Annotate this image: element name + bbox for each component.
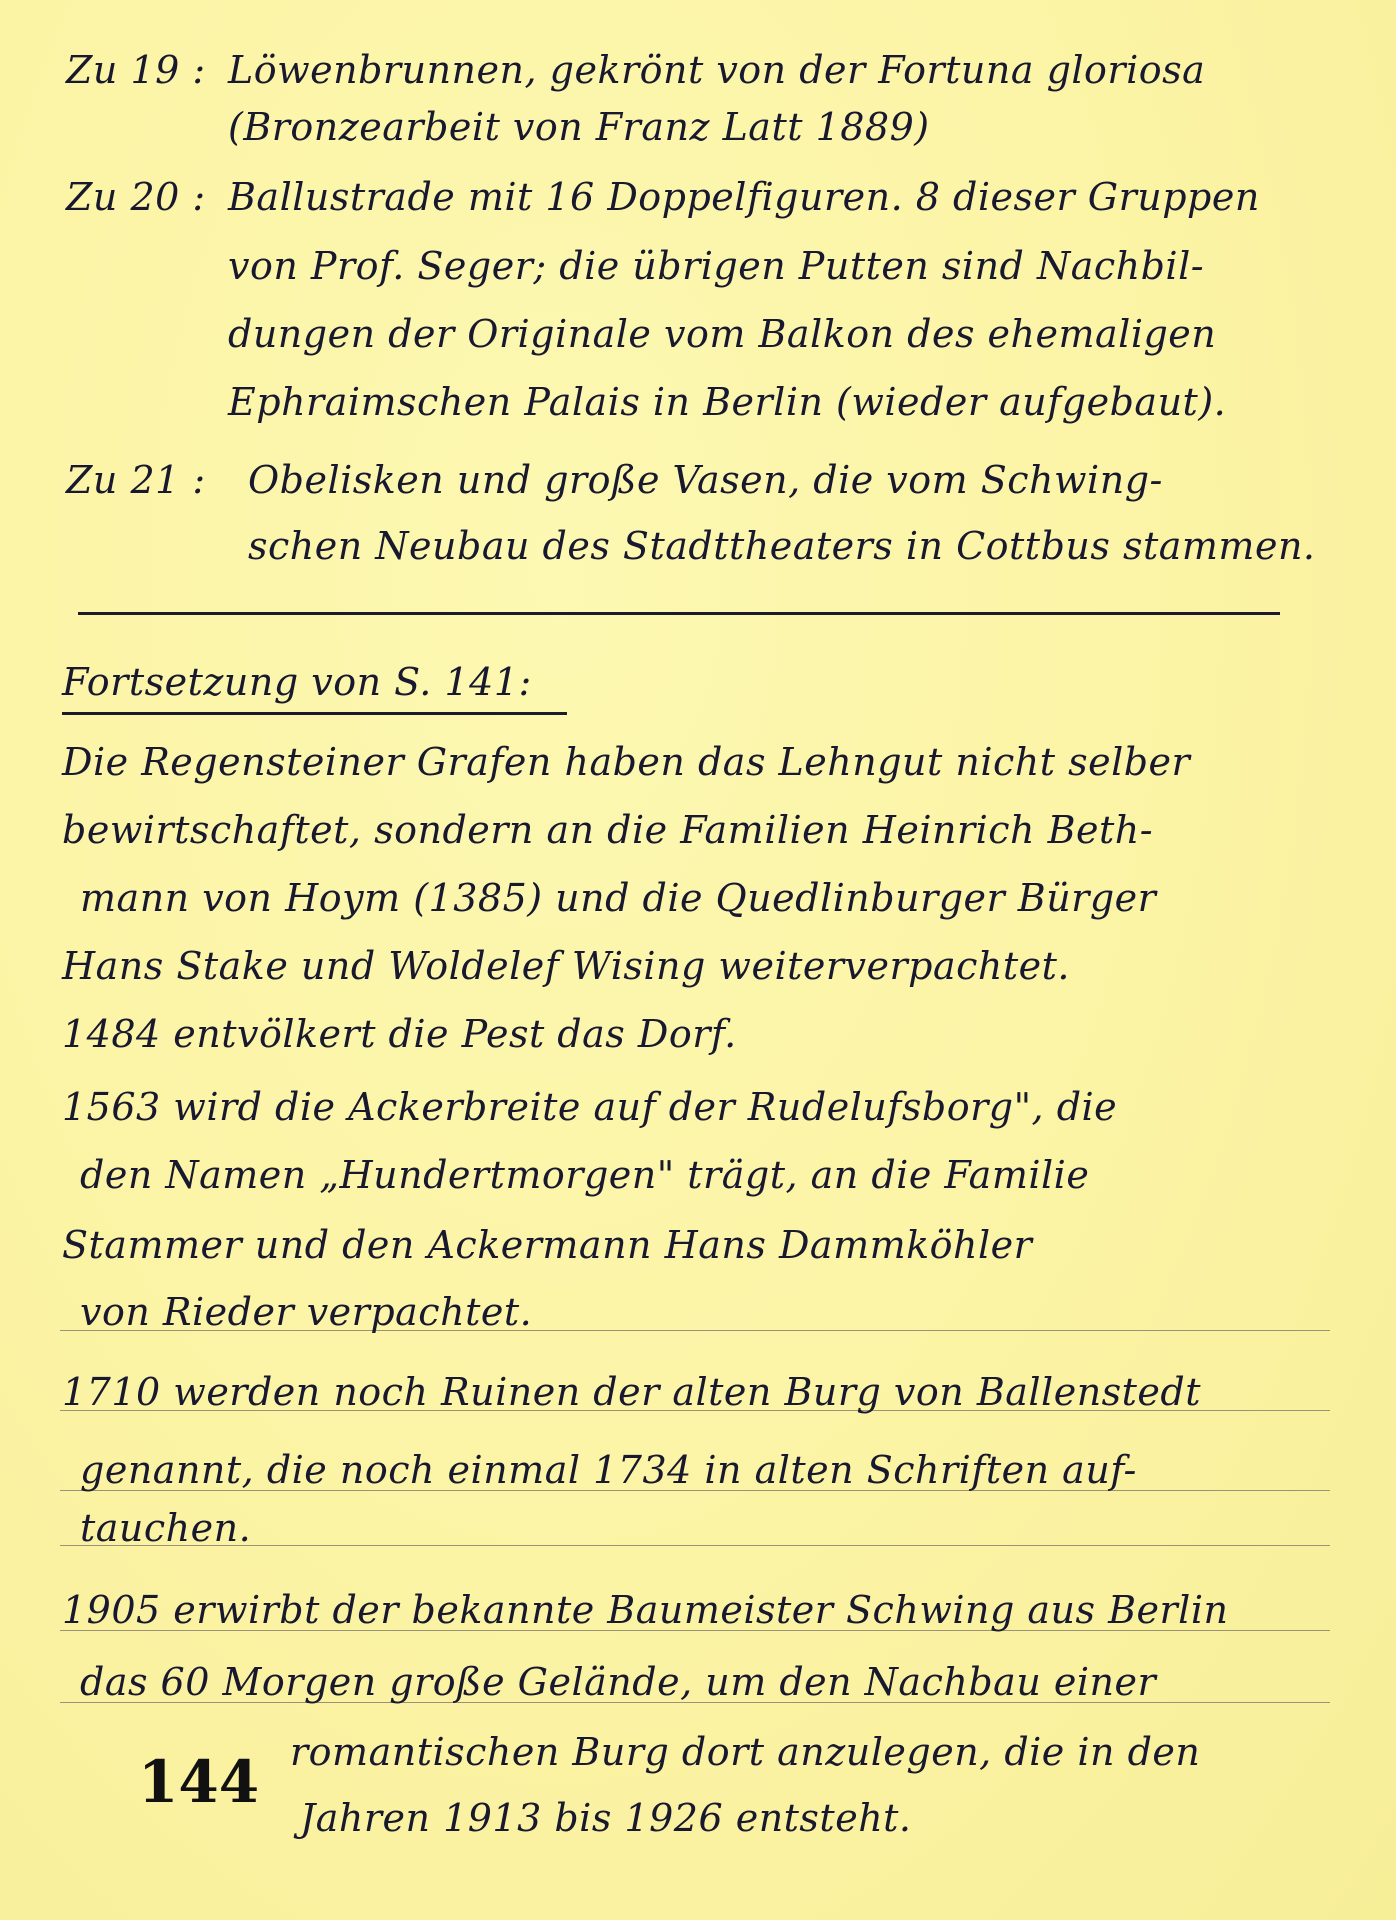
- note-20-line-1: Ballustrade mit 16 Doppelfiguren. 8 dieser Gruppen: [228, 175, 1260, 219]
- body-line-2: bewirtschaftet, sondern an die Familien Heinrich Beth-: [62, 808, 1154, 852]
- body-line-10: 1710 werden noch Ruinen der alten Burg von Ballenstedt: [62, 1370, 1202, 1414]
- heading-underline: [62, 712, 567, 715]
- section-divider: [78, 612, 1280, 615]
- body-line-15: romantischen Burg dort anzulegen, die in den: [290, 1730, 1201, 1774]
- body-line-16: Jahren 1913 bis 1926 entsteht.: [300, 1796, 912, 1840]
- note-21-line-1: Obelisken und große Vasen, die vom Schwing-: [248, 458, 1163, 502]
- note-21-line-2: schen Neubau des Stadttheaters in Cottbus stammen.: [248, 524, 1316, 568]
- note-20-line-4: Ephraimschen Palais in Berlin (wieder aufgebaut).: [228, 380, 1227, 424]
- body-line-13: 1905 erwirbt der bekannte Baumeister Schwing aus Berlin: [62, 1588, 1229, 1632]
- body-line-3: mann von Hoym (1385) und die Quedlinburger Bürger: [80, 876, 1157, 920]
- body-line-9: von Rieder verpachtet.: [80, 1290, 533, 1334]
- body-line-11: genannt, die noch einmal 1734 in alten Schriften auf-: [80, 1448, 1137, 1492]
- body-line-4: Hans Stake und Woldelef Wising weiterverpachtet.: [62, 944, 1070, 988]
- body-line-8: Stammer und den Ackermann Hans Dammköhler: [62, 1223, 1033, 1267]
- note-20-line-3: dungen der Originale vom Balkon des ehemaligen: [228, 312, 1217, 356]
- note-ref-19: Zu 19 :: [66, 48, 206, 92]
- body-line-6: 1563 wird die Ackerbreite auf der Rudelufsborg", die: [62, 1085, 1118, 1129]
- body-line-7: den Namen „Hundertmorgen" trägt, an die Familie: [80, 1153, 1090, 1197]
- page-number: 144: [138, 1748, 260, 1816]
- note-19-line-1: Löwenbrunnen, gekrönt von der Fortuna gloriosa: [228, 48, 1206, 92]
- note-20-line-2: von Prof. Seger; die übrigen Putten sind Nachbil-: [228, 244, 1205, 288]
- body-line-14: das 60 Morgen große Gelände, um den Nachbau einer: [80, 1660, 1157, 1704]
- continuation-heading: Fortsetzung von S. 141:: [62, 660, 532, 704]
- note-ref-21: Zu 21 :: [66, 458, 206, 502]
- body-line-1: Die Regensteiner Grafen haben das Lehngut nicht selber: [62, 740, 1191, 784]
- note-19-line-2: (Bronzearbeit von Franz Latt 1889): [228, 105, 930, 149]
- body-line-12: tauchen.: [80, 1506, 252, 1550]
- note-ref-20: Zu 20 :: [66, 175, 206, 219]
- body-line-5: 1484 entvölkert die Pest das Dorf.: [62, 1012, 737, 1056]
